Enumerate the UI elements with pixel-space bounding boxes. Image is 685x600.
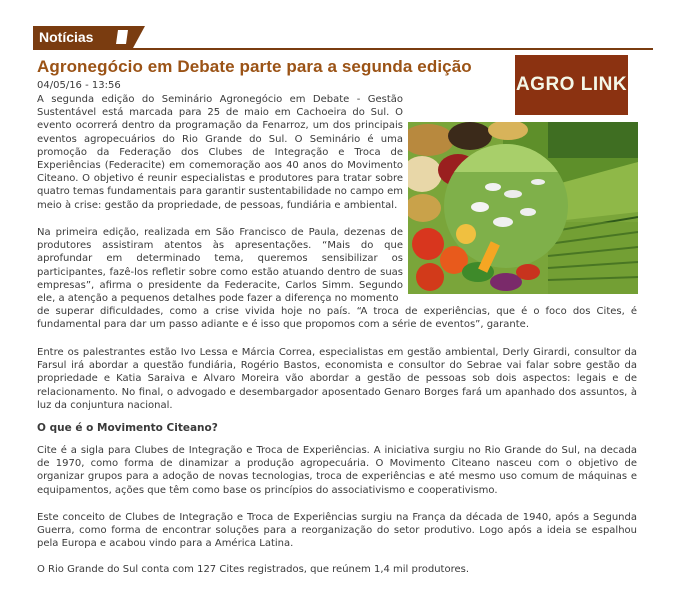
section-divider <box>33 48 653 50</box>
article-paragraph-2: Na primeira edição, realizada em São Francisco de Paula, dezenas de produtores assistiram atentos às apresentações. “Mais do que aprofundar em determinado tema, queremos sensibilizar os participantes, fazê-los refletir sobre como estão atuando dentro de suas empresas”, afirma o presidente da Federacite, Carlos Simm. Segundo ele, a atenção a pequenos detalhes pode fazer a diferença no momento <box>37 227 403 305</box>
section-heading: O que é o Movimento Citeano? <box>37 422 218 434</box>
article-paragraph-5: Este conceito de Clubes de Integração e Troca de Experiências surgiu na França da década de 1940, após a Segunda Guerra, como forma de encontrar soluções para a reorganização do setor produtivo. Logo após a ideia se espalhou pela Europa e acabou vindo para a América Latina. <box>37 512 637 550</box>
article-paragraph-3: Entre os palestrantes estão Ivo Lessa e Márcia Correa, especialistas em gestão ambiental, Derly Girardi, consultor da Farsul irá abordar a questão fundiária, Rogério Bastos, economista e consultor do Sebrae vai falar sobre gestão da propriedade e Katia Saraiva e Alvaro Moreira vão abordar a gestão de pessoas sob dois aspectos: legais e de relacionamento. No final, o advogado e desembargador aposentado Genaro Borges fará um apanhado dos assuntos, à luz da conjuntura nacional. <box>37 347 637 411</box>
logo-text: AGRO LINK <box>515 74 628 95</box>
farm-collage-image <box>408 122 638 294</box>
article-paragraph-1: A segunda edição do Seminário Agronegócio em Debate - Gestão Sustentável está marcada para 25 de maio em Cachoeira do Sul. O evento ocorrerá dentro da programação da Fenarroz, um dos principais eventos agropecuários do Rio Grande do Sul. O Seminário é uma promoção da Federação dos Clubes de Integração e Troca de Experiências (Federacite) em comemoração aos 40 anos do Movimento Citeano. O objetivo é reunir especialistas e produtores para tratar sobre quatro temas fundamentais para garantir sustentabilidade no campo em meio à crise: gestão da propriedade, de pessoas, fundiária e ambiental. <box>37 94 403 211</box>
article-paragraph-4: Cite é a sigla para Clubes de Integração e Troca de Experiências. A iniciativa surgiu no Rio Grande do Sul, na decada de 1970, como forma de dinamizar a produção agropecuária. O Movimento Citeano nasceu com o objetivo de organizar grupos para a adoção de novas tecnologias, troca de experiências e até mesmo uso comum de máquinas e equipamentos, ações que têm como base os princípios do associativismo e cooperativismo. <box>37 445 637 496</box>
document-icon <box>116 30 128 44</box>
section-label: Notícias <box>39 29 94 45</box>
article-paragraph-2-continued: de superar dificuldades, como a crise vivida hoje no país. “A troca de experiências, que é o foco dos Cites, é fundamental para dar um passo adiante e é isso que propomos com a série de eventos”, garante. <box>37 306 637 331</box>
article-title: Agronegócio em Debate parte para a segunda edição <box>37 57 472 76</box>
article-paragraph-6: O Rio Grande do Sul conta com 127 Cites registrados, que reúnem 1,4 mil produtores. <box>37 564 470 575</box>
section-tab <box>33 26 143 48</box>
article-photo <box>408 122 638 294</box>
agrolink-logo <box>515 55 628 115</box>
section-tab-arrow <box>133 26 145 48</box>
article-date: 04/05/16 - 13:56 <box>37 80 121 91</box>
